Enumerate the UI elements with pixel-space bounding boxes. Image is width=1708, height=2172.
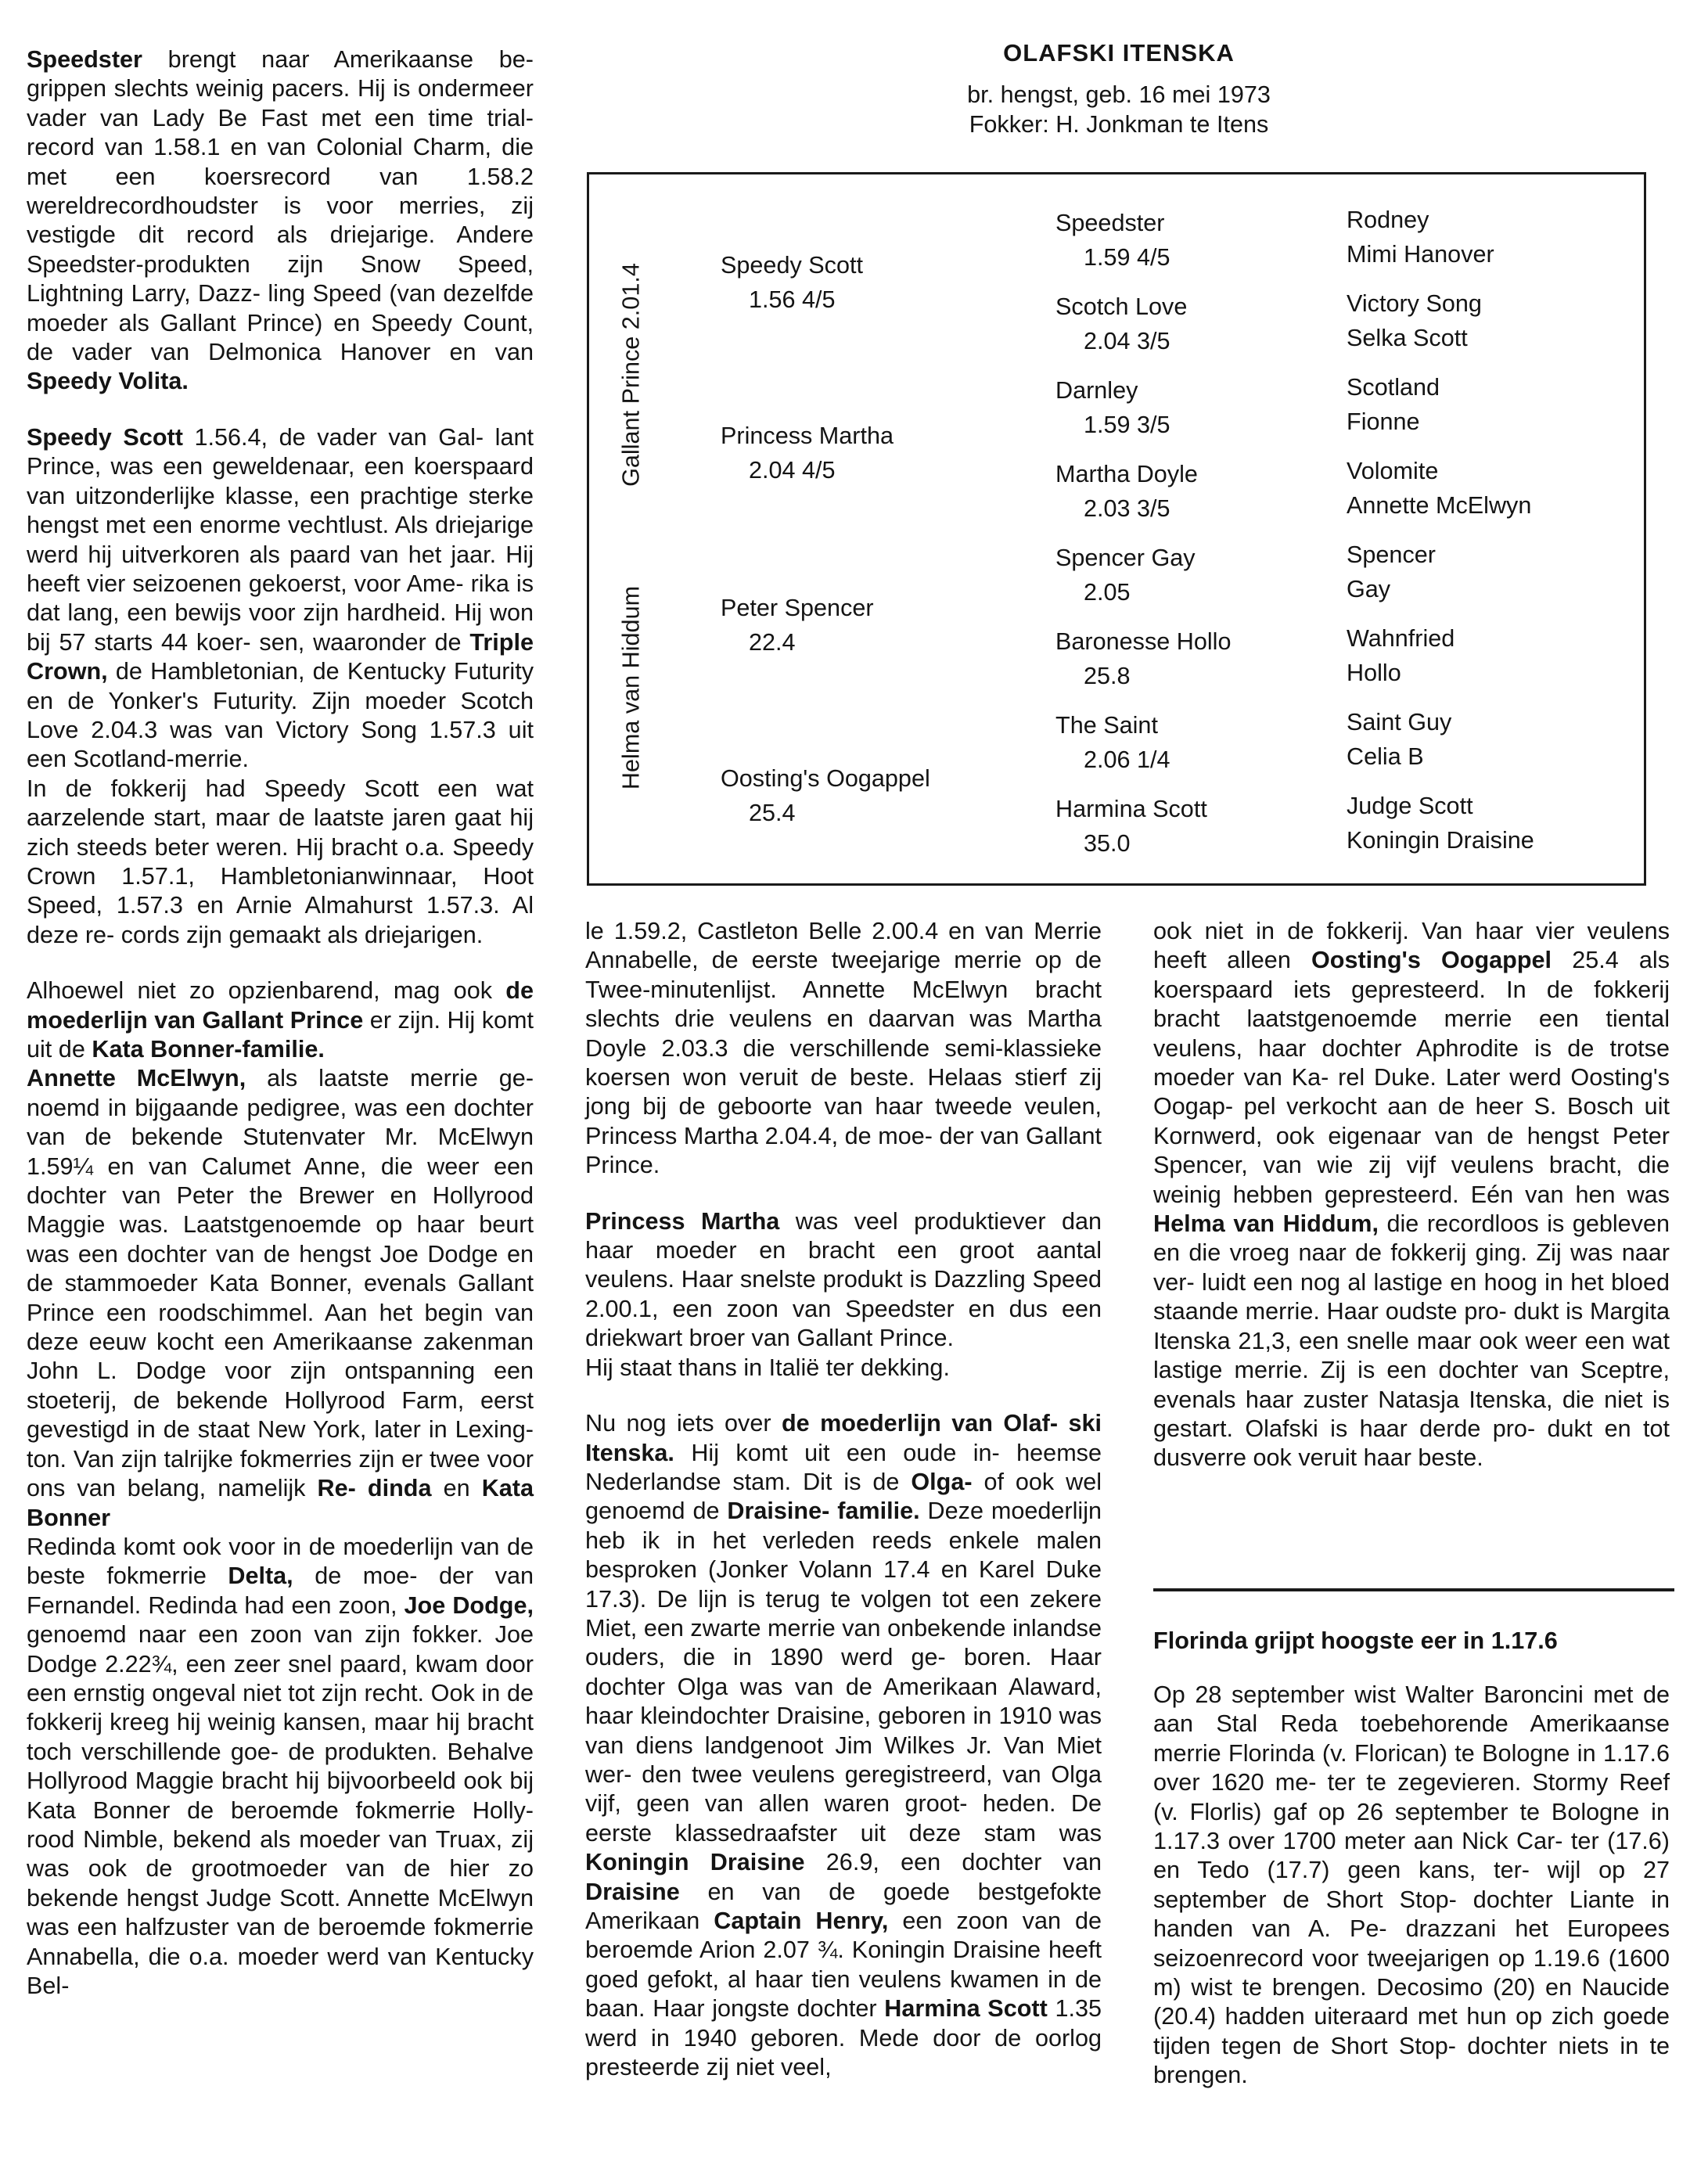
- text-run: Hij komt uit een oude in- heemse Nederlandse stam. Dit is de: [585, 1439, 1102, 1495]
- paragraph: [27, 1064, 534, 1533]
- horse-entry-name: Judge Scott: [1347, 793, 1473, 819]
- grandparent-entry: [721, 761, 930, 830]
- horse-entry-record: 1.59 3/5: [1084, 412, 1170, 438]
- bold-text: Captain Henry,: [714, 1908, 889, 1934]
- horse-entry-name: Selka Scott: [1347, 325, 1468, 351]
- text-run: 25.4 als koerspaard iets gepresteerd. In de fokkerij bracht laatstgenoemde merrie een tiental veulens, haar dochter Aphrodite is de trotse moeder van Ka- rel Duke. Later werd Oosting's Oogap- pel verkocht aan de heer S. Bosch uit Kornwerd, ook eigenaar van de hengst Peter Spencer, van wie zij vijf veulens bracht, die weinig hebben gepresteerd. Eén van hen was: [1153, 947, 1670, 1208]
- horse-entry-name: Oosting's Oogappel: [721, 765, 930, 792]
- horse-entry-name: Peter Spencer: [721, 595, 874, 621]
- paragraph: [27, 1533, 534, 2001]
- horse-entry-name: Speedy Scott: [721, 252, 863, 279]
- horse-entry-name: Scotland: [1347, 374, 1440, 401]
- great-grandparent-entry: [1055, 206, 1170, 275]
- horse-entry-record: 22.4: [749, 629, 796, 656]
- bold-text: Helma van Hiddum,: [1153, 1210, 1379, 1238]
- pedigree-header: [876, 38, 1361, 139]
- horse-entry-name: Princess Martha: [721, 423, 894, 449]
- horse-entry-name: Scotch Love: [1055, 293, 1188, 320]
- text-run: een zoon van de beroemde Arion 2.07 ¾. Koningin Draisine heeft goed gefokt, al haar tien veulens kwamen in de baan. Haar jongste dochter: [585, 1908, 1102, 2023]
- text-run: was veel produktiever dan haar moeder en bracht een groot aantal veulens. Haar snelste produkt is Dazzling Speed 2.00.1, een zoon van Speedster en dus een driekwart broer van Gallant Prince.: [585, 1207, 1102, 1352]
- horse-entry-name: Koningin Draisine: [1347, 827, 1534, 854]
- horse-entry-name: Wahnfried: [1347, 625, 1455, 652]
- great-grandparent-entry: [1055, 708, 1170, 777]
- horse-entry-name: Baronesse Hollo: [1055, 628, 1232, 655]
- great-grandparent-entry: [1055, 541, 1196, 610]
- horse-entry-name: Rodney: [1347, 207, 1429, 233]
- horse-entry-record: 2.03 3/5: [1084, 495, 1170, 522]
- great-great-grandparents-pair: [1347, 789, 1534, 858]
- great-grandparent-entry: [1055, 373, 1170, 442]
- horse-entry-name: Annette McElwyn: [1347, 492, 1532, 519]
- text-run: Nu nog iets over: [585, 1410, 782, 1437]
- text-run: 26.9, een dochter van: [804, 1849, 1102, 1876]
- grandparent-entry: [721, 419, 894, 487]
- great-great-grandparents-pair: [1347, 454, 1531, 523]
- bold-text: Triple Crown,: [27, 628, 534, 685]
- text-run: Deze moederlijn heb ik in het verleden reeds enkele malen besproken (Jonker Volann 17.4 en Karel Duke 17.3). De lijn is terug te volgen tot een zekere Miet, een zwarte merrie van onbekende inlandse ouders, die in 1890 werd ge- boren. Haar dochter Olga was van de Amerikaan Alaward, haar kleindochter Draisine, geboren in 1910 was van diens landgenoot Jim Wilkes Jr. Van Miet wer- den twee veulens geregistreerd, van Olga vijf, geen van allen waren groot- heden. De eerste klassedraafster uit deze stam was: [585, 1498, 1102, 1847]
- great-great-grandparents-pair: [1347, 370, 1440, 439]
- text-run: genoemd naar een zoon van zijn fokker. Joe Dodge 2.22¾, een zeer snel paard, kwam door een ernstig ongeval niet tot zijn recht. Ook in de fokkerij kreeg hij weinig kansen, maar hij bracht toch verschillende goe- de produkten. Behalve Hollyrood Maggie bracht hij bijvoorbeeld ook bij Kata Bonner de beroemde fokmerrie Holly- rood Nimble, bekend als moeder van Truax, zij was ook de grootmoeder van de hier zo bekende hengst Judge Scott. Annette McElwyn was een halfzuster van de beroemde fokmerrie Annabella, die o.a. moeder werd van Kentucky Bel-: [27, 1621, 534, 1999]
- great-grandparent-entry: [1055, 289, 1187, 358]
- horse-entry-name: Martha Doyle: [1055, 461, 1198, 487]
- horse-entry-record: 2.04 4/5: [749, 457, 836, 484]
- pedigree-table: [587, 172, 1646, 886]
- horse-entry-record: 2.06 1/4: [1084, 746, 1170, 773]
- text-run: en: [431, 1475, 482, 1502]
- bold-text: Draisine- familie.: [727, 1498, 920, 1525]
- text-run: als laatste merrie ge- noemd in bijgaande pedigree, was een dochter van de bekende Stutenvater Mr. McElwyn 1.59¼ en van Calumet Anne, die weer een dochter van Peter the Brewer en Hollyrood Maggie was. Laatstgenoemde op haar beurt was een dochter van de hengst Joe Dodge en de stammoeder Kata Bonner, evenals Gallant Prince een roodschimmel. Aan het begin van deze eeuw kocht een Amerikaanse zakenman John L. Dodge voor zijn ontspanning een stoeterij, de bekende Hollyrood Farm, eerst gevestigd in de staat New York, later in Lexing- ton. Van zijn talrijke fokmerries zijn er twee voor ons van belang, namelijk: [27, 1065, 534, 1502]
- paragraph: [585, 1409, 1102, 2082]
- horse-entry-name: Spencer Gay: [1055, 545, 1196, 571]
- great-great-grandparents-pair: [1347, 705, 1451, 774]
- horse-entry-name: Darnley: [1055, 377, 1138, 404]
- horse-entry-name: Volomite: [1347, 458, 1439, 484]
- bold-text: Kata Bonner: [27, 1475, 534, 1531]
- bold-text: Kata Bonner-familie.: [92, 1036, 325, 1063]
- grandparent-entry: [721, 248, 863, 317]
- news-heading: Florinda grijpt hoogste eer in 1.17.6: [1153, 1627, 1558, 1654]
- horse-description: br. hengst, geb. 16 mei 1973: [967, 81, 1271, 108]
- sire-label: Gallant Prince 2.01.4: [617, 263, 645, 487]
- horse-entry-name: The Saint: [1055, 712, 1158, 739]
- paragraph: [585, 1354, 1102, 1383]
- text-run: de moe- der van Fernandel. Redinda had een zoon,: [27, 1562, 534, 1619]
- news-body: Op 28 september wist Walter Baroncini met de aan Stal Reda toebehorende Amerikaanse merrie Florinda (v. Florican) te Bologne in 1.17.6 over 1620 me- ter te zegevieren. Stormy Reef (v. Florlis) gaf op 26 september te Bologne in 1.17.3 over 1700 meter aan Nick Car- ter (17.6) en Tedo (17.7) geen kans, ter- wijl op 27 september de Short Stop- dochter Liante in handen van A. Pe- drazzani het Europees seizoenrecord voor tweejarigen op 1.19.6 (1600 m) wist te brengen. Decosimo (20) en Naucide (20.4) hadden uiteraard met hun op zich goede tijden tegen de Short Stop- dochter niets in te brengen.: [1153, 1681, 1670, 2089]
- horse-entry-record: 1.56 4/5: [749, 286, 836, 313]
- dam-label: Helma van Hiddum: [617, 585, 645, 790]
- paragraph: [27, 423, 534, 775]
- bold-text: de moederlijn van Olaf- ski Itenska.: [585, 1410, 1102, 1466]
- section-divider: [1153, 1588, 1674, 1591]
- horse-name: OLAFSKI ITENSKA: [1003, 39, 1235, 67]
- text-run: Hij staat thans in Italië ter dekking.: [585, 1354, 950, 1381]
- bold-text: Draisine: [585, 1878, 680, 1905]
- great-great-grandparents-pair: [1347, 621, 1454, 690]
- horse-entry-record: 2.04 3/5: [1084, 328, 1170, 354]
- text-run: In de fokkerij had Speedy Scott een wat aarzelende start, maar de laatste jaren gaat hij zich steeds beter weren. Hij bracht o.a. Speedy Crown 1.57.1, Hambletonianwinnaar, Hoot Speed, 1.57.3 en Arnie Almahurst 1.57.3. Al deze re- cords zijn gemaakt als driejarigen.: [27, 775, 534, 948]
- horse-entry-record: 35.0: [1084, 830, 1131, 857]
- paragraph: [27, 775, 534, 950]
- text-run: Redinda komt ook voor in de moederlijn van de beste fokmerrie: [27, 1533, 534, 1590]
- bold-text: Harmina Scott: [884, 1995, 1048, 2023]
- bold-text: Re- dinda: [317, 1475, 432, 1502]
- paragraph: [27, 45, 534, 397]
- text-run: brengt naar Amerikaanse be- grippen slechts weinig pacers. Hij is ondermeer vader van Lady Be Fast met een time trial-record van 1.58.1 en van Colonial Charm, die met een koersrecord van 1.58.2 wereldrecordhoudster is voor merries, zij vestigde dit record als driejarige. Andere Speedster-produkten zijn Snow Speed, Lightning Larry, Dazz- ling Speed (van dezelfde moeder als Gallant Prince) en Speedy Count, de vader van Delmonica Hanover en van: [27, 46, 534, 366]
- text-run: le 1.59.2, Castleton Belle 2.00.4 en van Merrie Annabelle, de eerste tweejarige merrie op de Twee-minutenlijst. Annette McElwyn bracht slechts drie veulens en daarvan was Martha Doyle 2.03.3 die verschillende semi-klassieke koersen won veruit de beste. Helaas stierf zij jong bij de geboorte van haar tweede veulen, Princess Martha 2.04.4, de moe- der van Gallant Prince.: [585, 918, 1102, 1179]
- article-middle-column: [585, 917, 1102, 2082]
- bold-text: Speedy Volita.: [27, 368, 189, 395]
- horse-entry-name: Hollo: [1347, 660, 1401, 686]
- horse-entry-name: Celia B: [1347, 743, 1424, 770]
- text-run: 1.35 werd in 1940 geboren. Mede door de oorlog presteerde zij niet veel,: [585, 1995, 1102, 2081]
- text-run: ook niet in de fokkerij. Van haar vier veulens heeft alleen: [1153, 918, 1670, 974]
- horse-entry-name: Speedster: [1055, 210, 1165, 236]
- great-great-grandparents-pair: [1347, 286, 1482, 355]
- text-run: die recordloos is gebleven en die vroeg naar de fokkerij ging. Zij was naar ver- luidt een nog al lastige en hoog in het bloed staande merrie. Haar oudste pro- dukt is Margita Itenska 21,3, een snelle maar ook weer een wat lastige merrie. Zij is een dochter van Sceptre, evenals haar zuster Natasja Itenska, die niet is gestart. Olafski is haar derde pro- dukt en tot dusverre ook veruit haar beste.: [1153, 1210, 1670, 1472]
- great-great-grandparents-pair: [1347, 538, 1436, 606]
- bold-text: Annette McElwyn,: [27, 1065, 246, 1092]
- bold-text: Speedy Scott: [27, 423, 183, 451]
- horse-entry-record: 2.05: [1084, 579, 1131, 606]
- article-left-column: [27, 45, 534, 2001]
- great-great-grandparents-pair: [1347, 203, 1494, 272]
- text-run: er zijn. Hij komt uit de: [27, 1006, 534, 1063]
- great-grandparent-entry: [1055, 624, 1231, 693]
- horse-entry-name: Spencer: [1347, 541, 1436, 568]
- paragraph: [27, 976, 534, 1064]
- horse-entry-record: 25.4: [749, 800, 796, 826]
- horse-entry-name: Victory Song: [1347, 290, 1482, 317]
- bold-text: de moederlijn van Gallant Prince: [27, 977, 534, 1034]
- bold-text: Speedster: [27, 46, 142, 73]
- text-run: of ook wel genoemd de: [585, 1468, 1102, 1525]
- great-grandparent-entry: [1055, 457, 1198, 526]
- text-run: en van de goede bestgefokte Amerikaan: [585, 1878, 1102, 1934]
- paragraph: [585, 1207, 1102, 1354]
- article-right-column: [1153, 917, 1670, 1473]
- horse-entry-name: Mimi Hanover: [1347, 241, 1494, 268]
- text-run: de Hambletonian, de Kentucky Futurity en de Yonker's Futurity. Zijn moeder Scotch Love 2.04.3 was van Victory Song 1.57.3 uit een Scotland-merrie.: [27, 658, 534, 773]
- horse-entry-name: Gay: [1347, 576, 1391, 602]
- great-grandparent-entry: [1055, 792, 1207, 861]
- bold-text: Delta,: [228, 1562, 293, 1590]
- horse-entry-record: 1.59 4/5: [1084, 244, 1170, 271]
- horse-entry-name: Saint Guy: [1347, 709, 1452, 735]
- paragraph: [1153, 917, 1670, 1473]
- bold-text: Oosting's Oogappel: [1311, 947, 1552, 974]
- bold-text: Koningin Draisine: [585, 1849, 805, 1876]
- horse-entry-name: Harmina Scott: [1055, 796, 1207, 822]
- bold-text: Joe Dodge,: [404, 1591, 534, 1619]
- grandparent-entry: [721, 591, 874, 660]
- bold-text: Olga-: [911, 1468, 973, 1495]
- breeder: Fokker: H. Jonkman te Itens: [969, 111, 1269, 138]
- horse-entry-name: Fionne: [1347, 408, 1420, 435]
- text-run: 1.56.4, de vader van Gal- lant Prince, was een geweldenaar, een koerspaard van uitzonderlijke klasse, een prachtige sterke hengst met een enorme vechtlust. Als driejarige werd hij uitverkoren als paard van het jaar. Hij heeft vier seizoenen gekoerst, voor Ame- rika is dat lang, een bewijs voor zijn hardheid. Hij won bij 57 starts 44 koer- sen, waaronder de: [27, 423, 534, 656]
- text-run: Alhoewel niet zo opzienbarend, mag ook: [27, 977, 506, 1005]
- paragraph: [585, 917, 1102, 1181]
- bold-text: Princess Martha: [585, 1207, 780, 1235]
- horse-entry-record: 25.8: [1084, 663, 1131, 689]
